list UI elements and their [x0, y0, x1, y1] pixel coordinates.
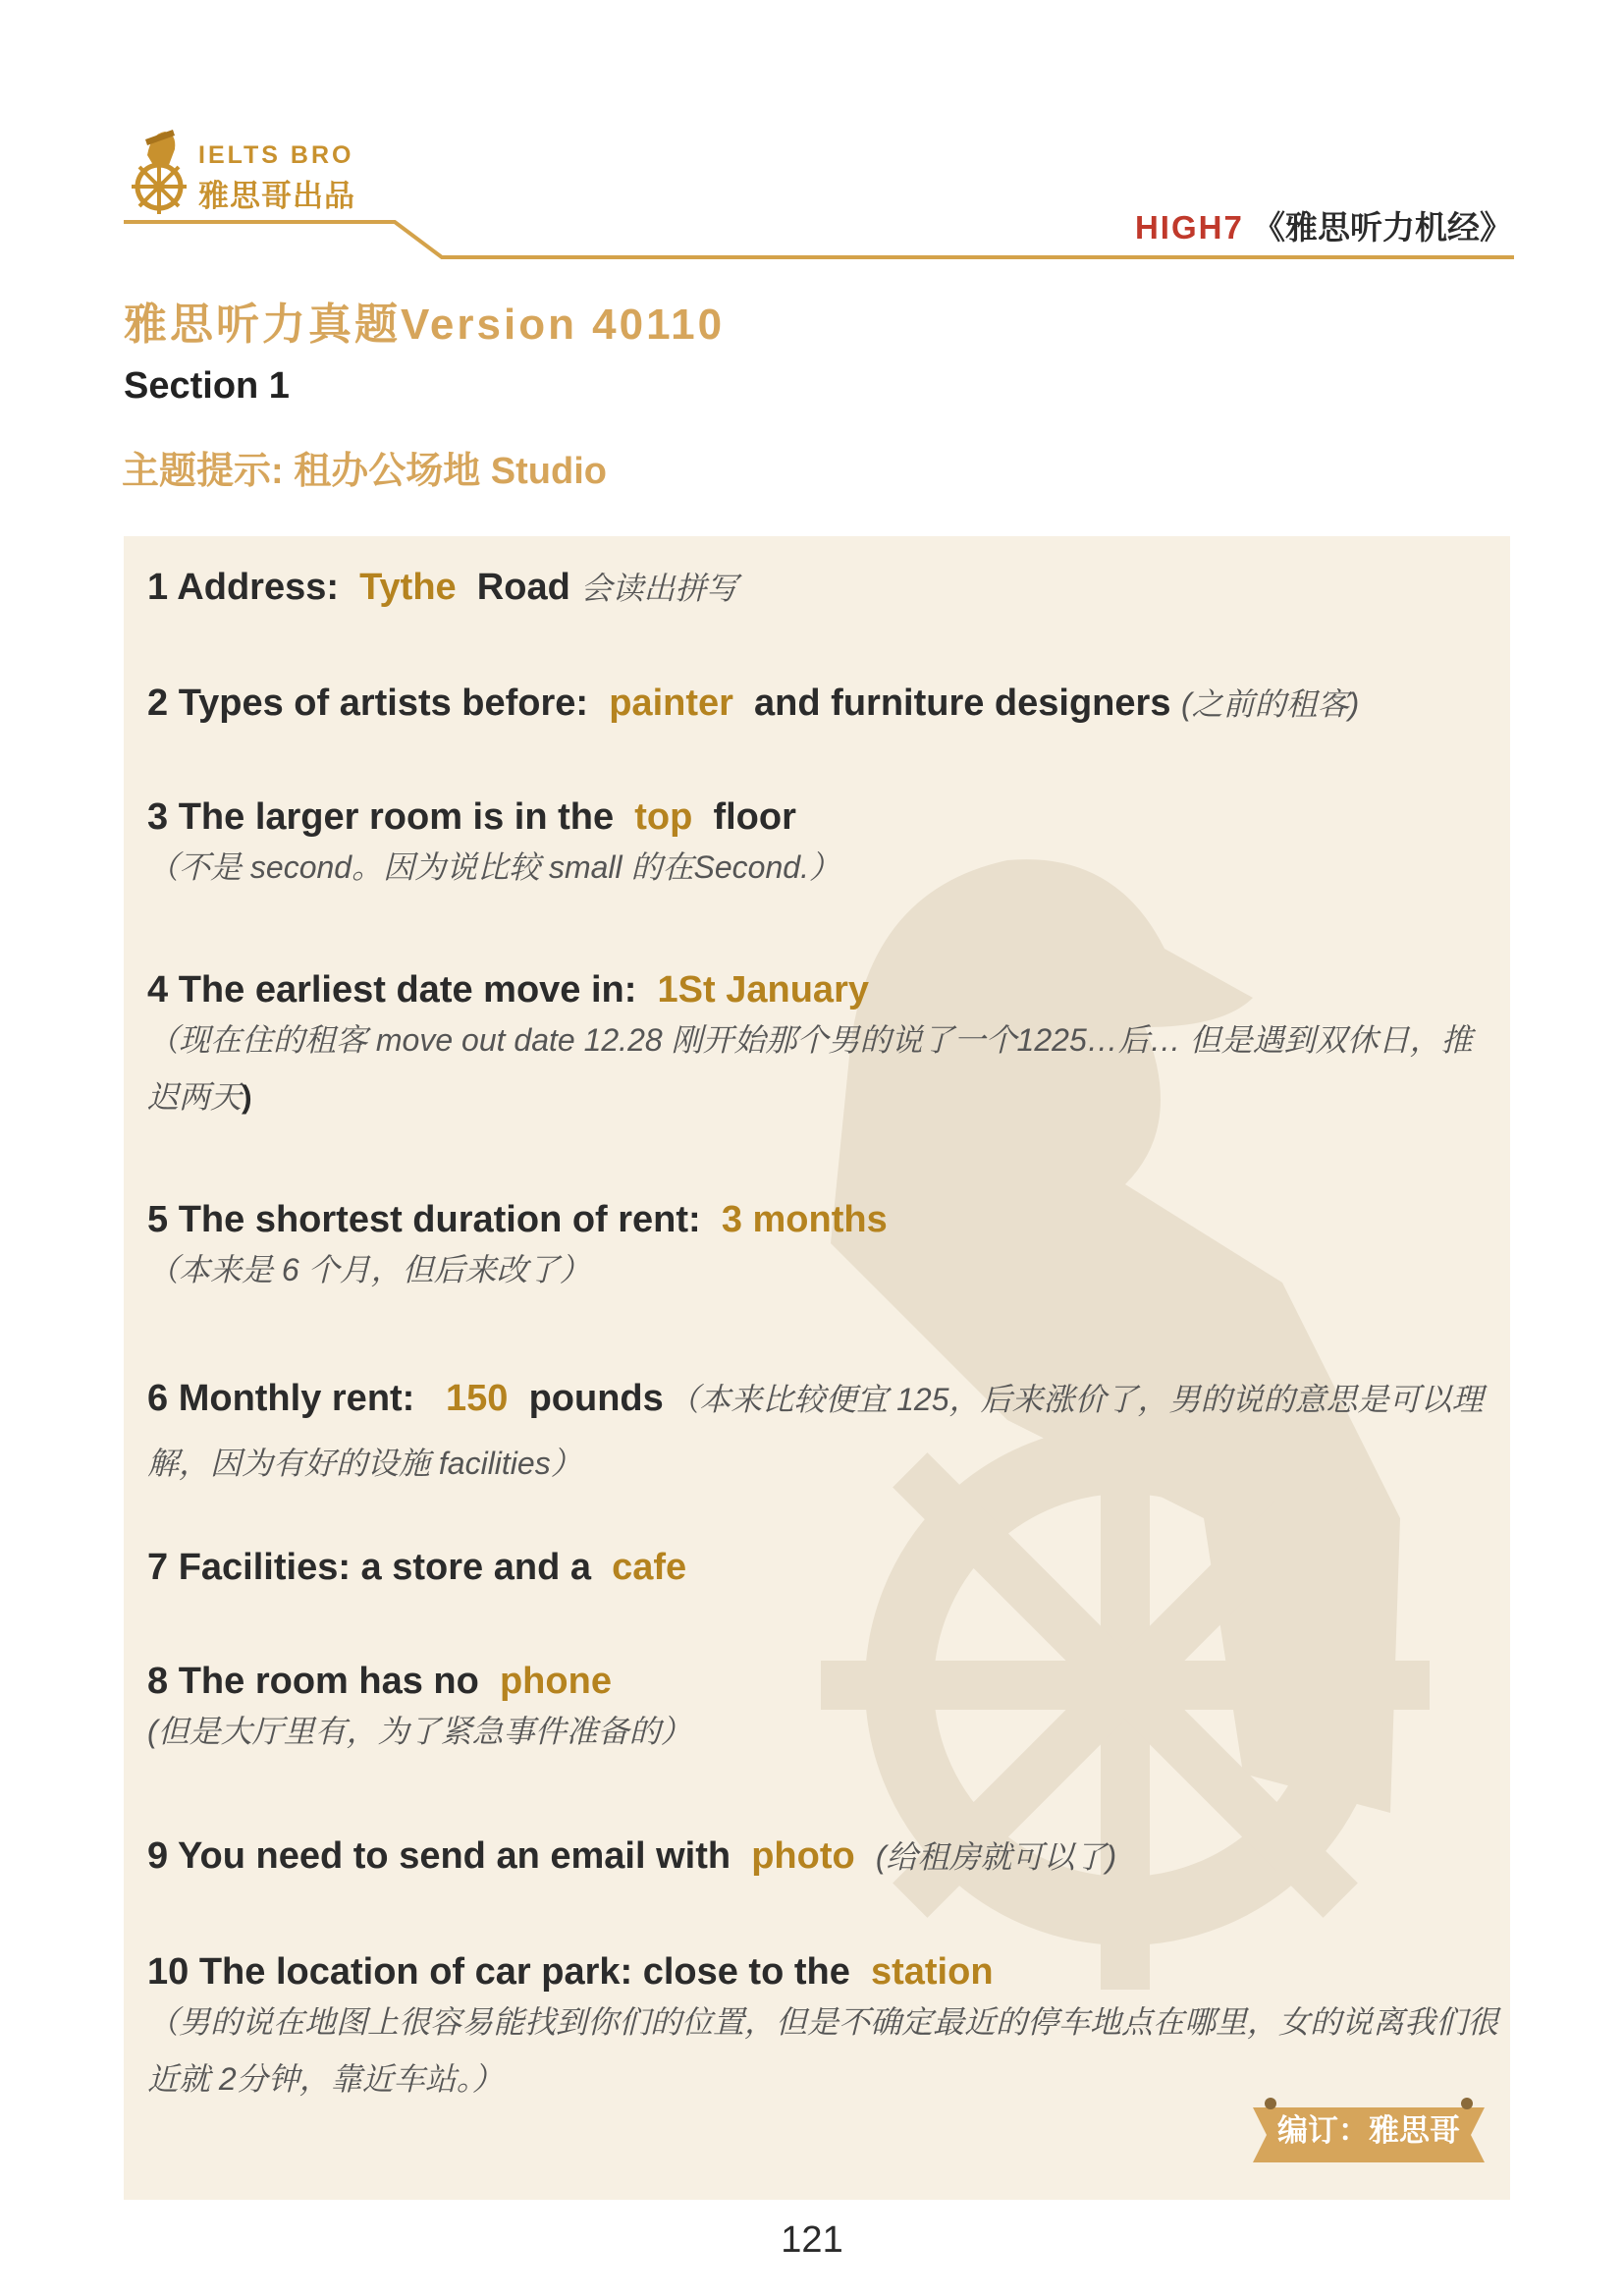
page-number: 121	[781, 2219, 843, 2261]
editor-tag	[1253, 2096, 1485, 2166]
item-answer: painter	[609, 683, 733, 724]
item-number: 4	[147, 969, 169, 1011]
answer-item-6	[147, 1371, 1502, 1499]
answer-item-7	[147, 1546, 1502, 1589]
item-answer: 3 months	[721, 1199, 888, 1240]
item-note: （本来是 6 个月，但后来改了）	[147, 1252, 591, 1287]
editor-tag-text: 编订：雅思哥	[1277, 2113, 1460, 2148]
item-answer: station	[870, 1951, 994, 1993]
item-note: (但是大厅里有，为了紧急事件准备的）	[147, 1714, 692, 1749]
item-note: （不是 second。因为说比较 small 的在Second.）	[147, 849, 840, 885]
item-answer: 150	[446, 1378, 509, 1419]
item-note: （男的说在地图上很容易能找到你们的位置，但是不确定最近的停车地点在哪里，女的说离我们很近就 2分钟，靠近车站。）	[147, 2004, 1499, 2097]
item-prompt: Facilities: a store and a	[178, 1547, 591, 1588]
item-number: 6	[147, 1378, 169, 1419]
item-number: 3	[147, 796, 169, 838]
item-prompt: The earliest date move in:	[178, 969, 637, 1011]
item-number: 2	[147, 683, 169, 724]
item-prompt: The room has no	[178, 1661, 479, 1702]
item-prompt: Address:	[177, 567, 340, 608]
item-prompt: The location of car park: close to the	[198, 1951, 850, 1993]
answer-item-5	[147, 1198, 1502, 1298]
item-number: 7	[147, 1547, 169, 1588]
item-note-text: （现在住的租客 move out date 12.28 刚开始那个男的说了一个1225…后… 但是遇到双休日，推迟两天	[147, 1022, 1473, 1115]
item-note: 会读出拼写	[580, 571, 738, 606]
item-prompt: Monthly rent:	[178, 1378, 415, 1419]
section-heading: Section 1	[124, 365, 290, 407]
item-answer: top	[634, 796, 693, 838]
item-note: (给租房就可以了)	[875, 1839, 1117, 1875]
item-number: 10	[147, 1951, 189, 1993]
ship-wheel-icon	[130, 126, 198, 216]
topic-hint: 主题提示: 租办公场地 Studio	[122, 451, 607, 492]
item-number: 1	[147, 567, 169, 608]
answer-item-1	[147, 566, 1502, 610]
series-title	[1135, 202, 1512, 248]
logo-english: IELTS BRO	[198, 141, 354, 169]
logo-chinese: 雅思哥出品	[198, 179, 355, 213]
item-prompt-end: pounds	[528, 1378, 664, 1419]
item-note	[147, 1011, 1502, 1125]
item-number: 5	[147, 1199, 169, 1240]
document-title: 雅思听力真题Version 40110	[124, 301, 726, 349]
series-book: 《雅思听力机经》	[1253, 209, 1512, 246]
item-prompt-end: Road	[476, 567, 570, 608]
item-prompt: You need to send an email with	[178, 1835, 731, 1877]
item-prompt: The larger room is in the	[178, 796, 615, 838]
item-answer: 1St January	[657, 969, 869, 1011]
item-prompt: The shortest duration of rent:	[178, 1199, 701, 1240]
answer-item-4	[147, 968, 1502, 1125]
answer-item-9	[147, 1834, 1502, 1879]
item-prompt-end: floor	[713, 796, 796, 838]
answer-item-2	[147, 682, 1502, 726]
item-note: (之前的租客)	[1181, 686, 1360, 722]
item-number: 8	[147, 1661, 169, 1702]
answer-item-8	[147, 1660, 1502, 1760]
item-answer: photo	[751, 1835, 855, 1877]
item-note: （本来比较便宜 125，后来涨价了，男的说的意思是可以理解，因为有好的设施 facilities）	[147, 1382, 1484, 1481]
item-answer: Tythe	[359, 567, 457, 608]
answer-item-10	[147, 1950, 1502, 2107]
item-prompt-end: and furniture designers	[754, 683, 1171, 724]
answer-panel	[124, 536, 1510, 2200]
answer-item-3	[147, 795, 1502, 896]
item-number: 9	[147, 1835, 169, 1877]
brand-logo	[130, 126, 375, 214]
series-brand: HIGH7	[1134, 209, 1244, 246]
item-note-close: )	[242, 1079, 252, 1115]
item-answer: phone	[499, 1661, 612, 1702]
item-prompt: Types of artists before:	[178, 683, 589, 724]
item-answer: cafe	[612, 1547, 687, 1588]
